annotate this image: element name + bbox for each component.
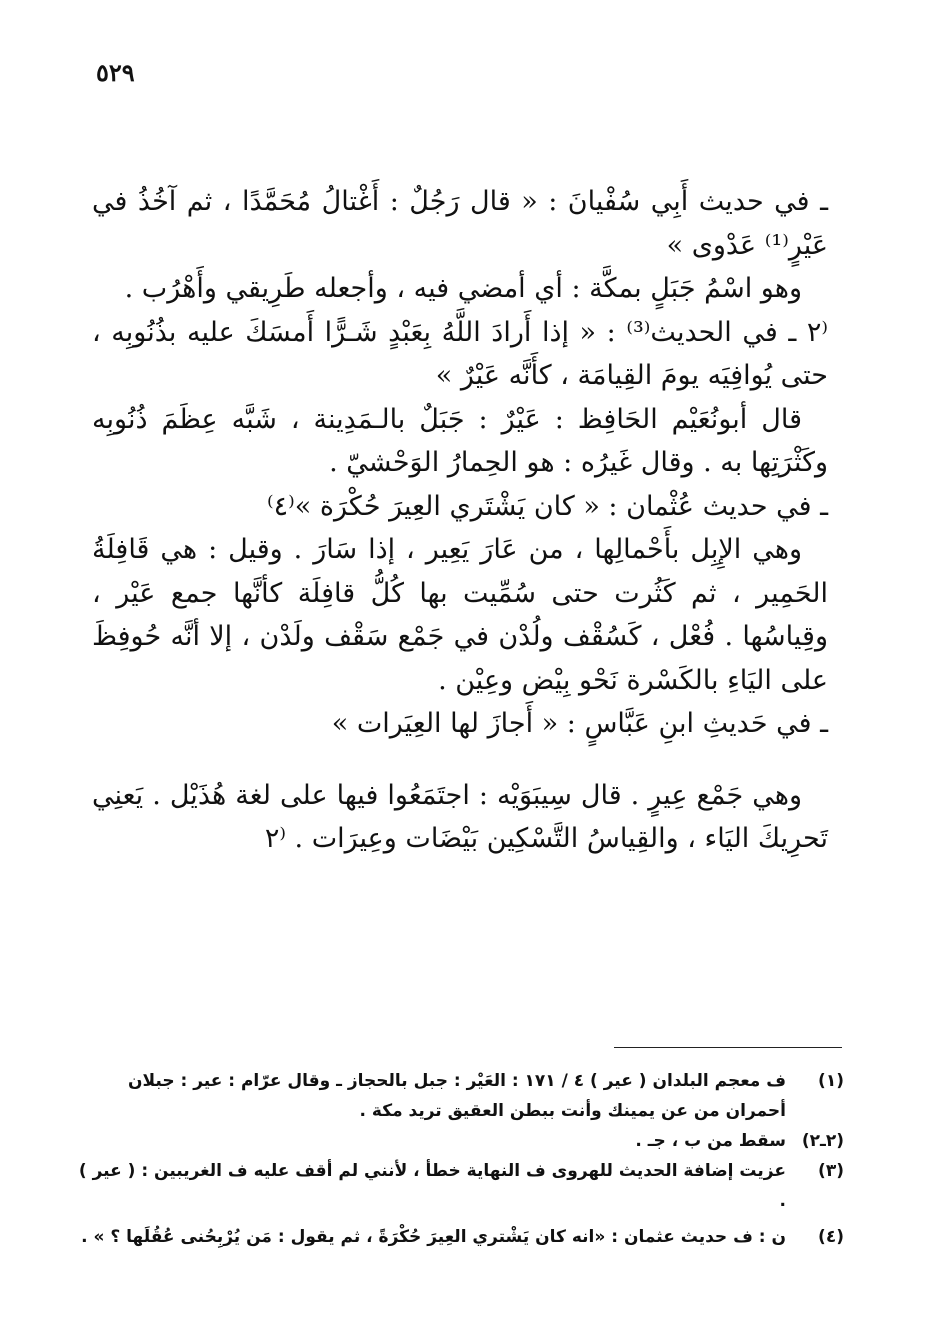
footnote	[70, 1066, 844, 1126]
footnote-text: سقط من ب ، جـ .	[635, 1131, 786, 1151]
paragraph: ـ في حديث أَبِي سُفْيانَ : « قال رَجُلٌ : أَغْتالُ مُحَمَّدًا ، ثم آخُذُ في عَيْرٍ⁽¹⁾ عَدْوى »	[92, 186, 828, 261]
footnote-text: ن : ف حديث عثمان : «انه كان يَشْتري العِيرَ حُكْرَةً ، ثم يقول : مَن يُرْبِحُنى عُقُلَها ؟ » .	[81, 1227, 786, 1247]
main-text	[92, 180, 828, 861]
footnote-number: (٤)	[818, 1227, 844, 1247]
paragraph: قال أبونُعَيْم الحَافِظ : عَيْرٌ : جَبَلٌ بالـمَدِينة ، شَبَّه عِظَمَ ذُنُوبِه وكَثْرَتِها به . وقال غَيرُه : هو الحِمارُ الوَحْشيّ .	[92, 403, 828, 478]
paragraph: ـ في حَديثِ ابنِ عَبَّاسٍ : « أَجازَ لها العِيَرات »	[331, 708, 828, 739]
footnote	[70, 1126, 844, 1156]
footnote-number: (٢ـ٢)	[801, 1131, 844, 1151]
footnote-text: ف معجم البلدان ( عير ) ٤ / ١٧١ : العَيْر : جبل بالحجاز ـ وقال عرّام : عير : جبلان أحمران من عن يمينك وأنت ببطن العقيق تريد مكة .	[127, 1071, 786, 1121]
footnote-divider	[614, 1047, 842, 1048]
paragraph: وهو اسْمُ جَبَلٍ بمكَّة : أي أمضي فيه ، وأجعله طَرِيقي وأَهْرُب .	[124, 273, 802, 304]
paragraph: ⁽٢ ـ في الحديث⁽³⁾ : « إذا أَرادَ اللَّهُ بِعَبْدٍ شَـرًّا أَمسَكَ عليه بذُنُوبِه ، حتى يُوافِيَه يومَ القِيامَة ، كأَنَّه عَيْرٌ »	[92, 316, 828, 391]
page-number: ٥٢٩	[96, 58, 135, 87]
footnote-number: (٣)	[818, 1161, 844, 1181]
paragraph: وهي جَمْع عِيرٍ . قال سِيبَوَيْه : اجتَمَعُوا فيها على لغة هُذَيْل . يَعنِي تَحرِيكَ اليَاء ، والقِياسُ التَّسْكِين بَيْضَات وعِيرَات . ⁽٢	[92, 779, 828, 854]
footnote	[70, 1156, 844, 1216]
footnote-number: (١)	[818, 1071, 844, 1091]
footnote	[70, 1222, 844, 1252]
paragraph: ـ في حديث عُثْمان : « كان يَشْتَري العِيرَ حُكْرَة »⁽٤⁾	[266, 490, 828, 522]
footnote-text: عزيت إضافة الحديث للهروى ف النهاية خطأ ، لأنني لم أقف عليه ف الغريبين : ( عير ) .	[78, 1161, 786, 1211]
footnotes	[70, 1066, 844, 1252]
paragraph: وهي الإِبِل بأَحْمالِها ، من عَارَ يَعِير ، إذا سَارَ . وقيل : هي قَافِلَةُ الحَمِير ، ثم كَثُرت حتى سُمِّيت بها كُلُّ قافِلَة كأنَّها جمع عَيْر ، وقِياسُها . فُعْل ، كَسُقْف ولُدْن في جَمْع سَقْف ولَدْن ، إلا أنَّه حُوفِظَ على اليَاءِ بالكَسْرة نَحْو بِيْض وعِيْن .	[92, 534, 828, 696]
